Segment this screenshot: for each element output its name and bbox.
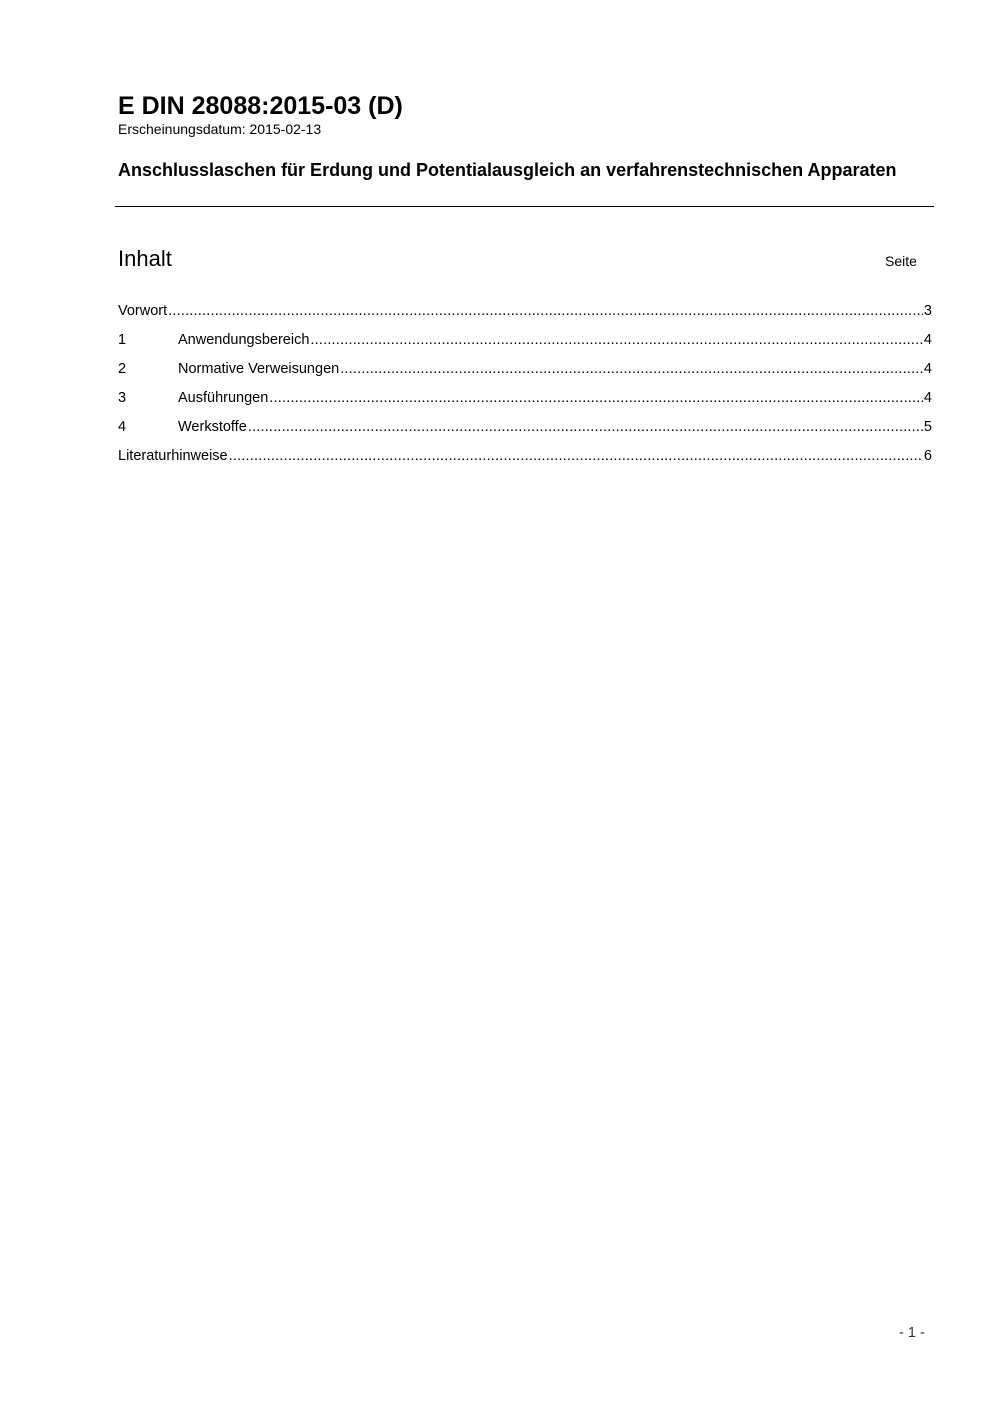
toc-entry-page: 6: [923, 448, 932, 464]
toc-entry-page: 3: [923, 303, 932, 319]
toc-entry-ausfuehrungen[interactable]: [118, 389, 932, 418]
toc-entry-normative-verweisungen[interactable]: [118, 360, 932, 389]
page-number: - 1 -: [899, 1325, 925, 1341]
toc-entry-number: 3: [118, 390, 127, 406]
toc-entry-number: 2: [118, 361, 127, 377]
toc-dot-leader: [168, 302, 923, 320]
toc-dot-leader: [269, 389, 923, 407]
toc-entry-label: Werkstoffe: [178, 419, 247, 435]
toc-entry-label: Literaturhinweise: [118, 448, 228, 464]
toc-entry-anwendungsbereich[interactable]: [118, 331, 932, 360]
toc-entry-werkstoffe[interactable]: [118, 418, 932, 447]
toc-entry-page: 4: [923, 332, 932, 348]
toc-entry-label: Anwendungsbereich: [178, 332, 310, 348]
toc-dot-leader: [229, 447, 923, 465]
toc-entry-label: Ausführungen: [178, 390, 269, 406]
toc-dot-leader: [248, 418, 923, 436]
toc-list: [118, 302, 932, 476]
toc-entry-number: 4: [118, 419, 127, 435]
document-title: Anschlusslaschen für Erdung und Potentialausgleich an verfahrenstechnischen Apparaten: [118, 160, 897, 180]
publication-date: Erscheinungsdatum: 2015-02-13: [118, 121, 322, 137]
document-id: E DIN 28088:2015-03 (D): [118, 92, 403, 120]
toc-dot-leader: [310, 331, 923, 349]
title-divider: [115, 206, 934, 207]
toc-entry-label: Normative Verweisungen: [178, 361, 340, 377]
toc-dot-leader: [340, 360, 923, 378]
toc-heading: Inhalt: [118, 246, 172, 271]
toc-entry-page: 5: [923, 419, 932, 435]
toc-entry-page: 4: [923, 390, 932, 406]
toc-entry-page: 4: [923, 361, 932, 377]
toc-entry-vorwort[interactable]: [118, 302, 932, 331]
toc-entry-literaturhinweise[interactable]: [118, 447, 932, 476]
toc-entry-number: 1: [118, 332, 127, 348]
toc-page-column-label: Seite: [885, 253, 917, 269]
toc-entry-label: Vorwort: [118, 303, 168, 319]
